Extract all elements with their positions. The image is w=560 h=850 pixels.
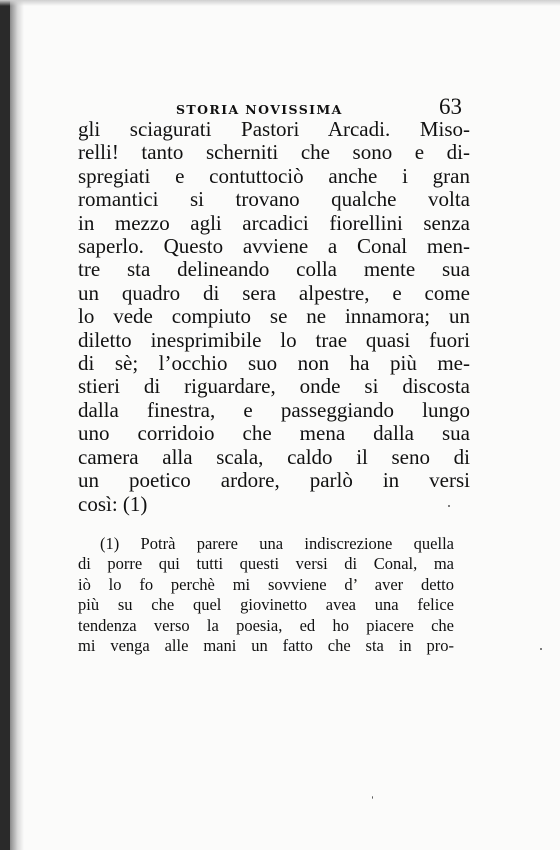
- paper-speck: [540, 648, 542, 650]
- footnote-line: mi venga alle mani un fatto che sta in pro-: [78, 636, 454, 656]
- body-line: saperlo. Questo avviene a Conal men-: [78, 234, 470, 259]
- body-line: camera alla scala, caldo il seno di: [78, 444, 470, 469]
- paper-speck: [448, 505, 450, 507]
- body-line: un poetico ardore, parlò in versi: [78, 468, 470, 493]
- footnote-line: più su che quel giovinetto avea una felice: [78, 595, 454, 615]
- paper-speck: [372, 796, 373, 799]
- footnote-line: di porre qui tutti questi versi di Conal, ma: [78, 554, 454, 574]
- body-line: in mezzo agli arcadici fiorellini senza: [78, 210, 470, 235]
- gutter-shadow: [10, 0, 24, 850]
- body-line: dalla finestra, e passeggiando lungo: [78, 397, 470, 422]
- page-gutter: [0, 0, 10, 850]
- body-line: di sè; l’occhio suo non ha più me-: [78, 351, 470, 376]
- body-line: lo vede compiuto se ne innamora; un: [78, 304, 470, 329]
- body-line: spregiati e contuttociò anche i gran: [78, 163, 470, 188]
- footnote-line: iò lo fo perchè mi sovviene d’ aver detto: [78, 574, 454, 594]
- footnote-line: tendenza verso la poesia, ed ho piacere che: [78, 615, 454, 635]
- page-top-edge: [0, 0, 560, 6]
- page-number: 63: [439, 94, 462, 119]
- body-line: stieri di riguardare, onde si discosta: [78, 374, 470, 399]
- body-text: [78, 118, 470, 516]
- body-line-last: così: (1): [78, 491, 148, 516]
- footnote-line: (1) Potrà parere una indiscrezione quella: [100, 534, 454, 553]
- body-line: diletto inesprimibile lo trae quasi fuori: [78, 327, 470, 352]
- body-line: tre sta delineando colla mente sua: [78, 257, 470, 282]
- running-title: STORIA NOVISSIMA: [176, 102, 343, 117]
- body-line: un quadro di sera alpestre, e come: [78, 280, 470, 305]
- footnote: [78, 534, 454, 656]
- body-line: romantici si trovano qualche volta: [78, 187, 470, 212]
- body-line: gli sciagurati Pastori Arcadi. Miso-: [78, 117, 470, 141]
- body-line: uno corridoio che mena dalla sua: [78, 421, 470, 446]
- body-line: relli! tanto scherniti che sono e di-: [78, 140, 470, 165]
